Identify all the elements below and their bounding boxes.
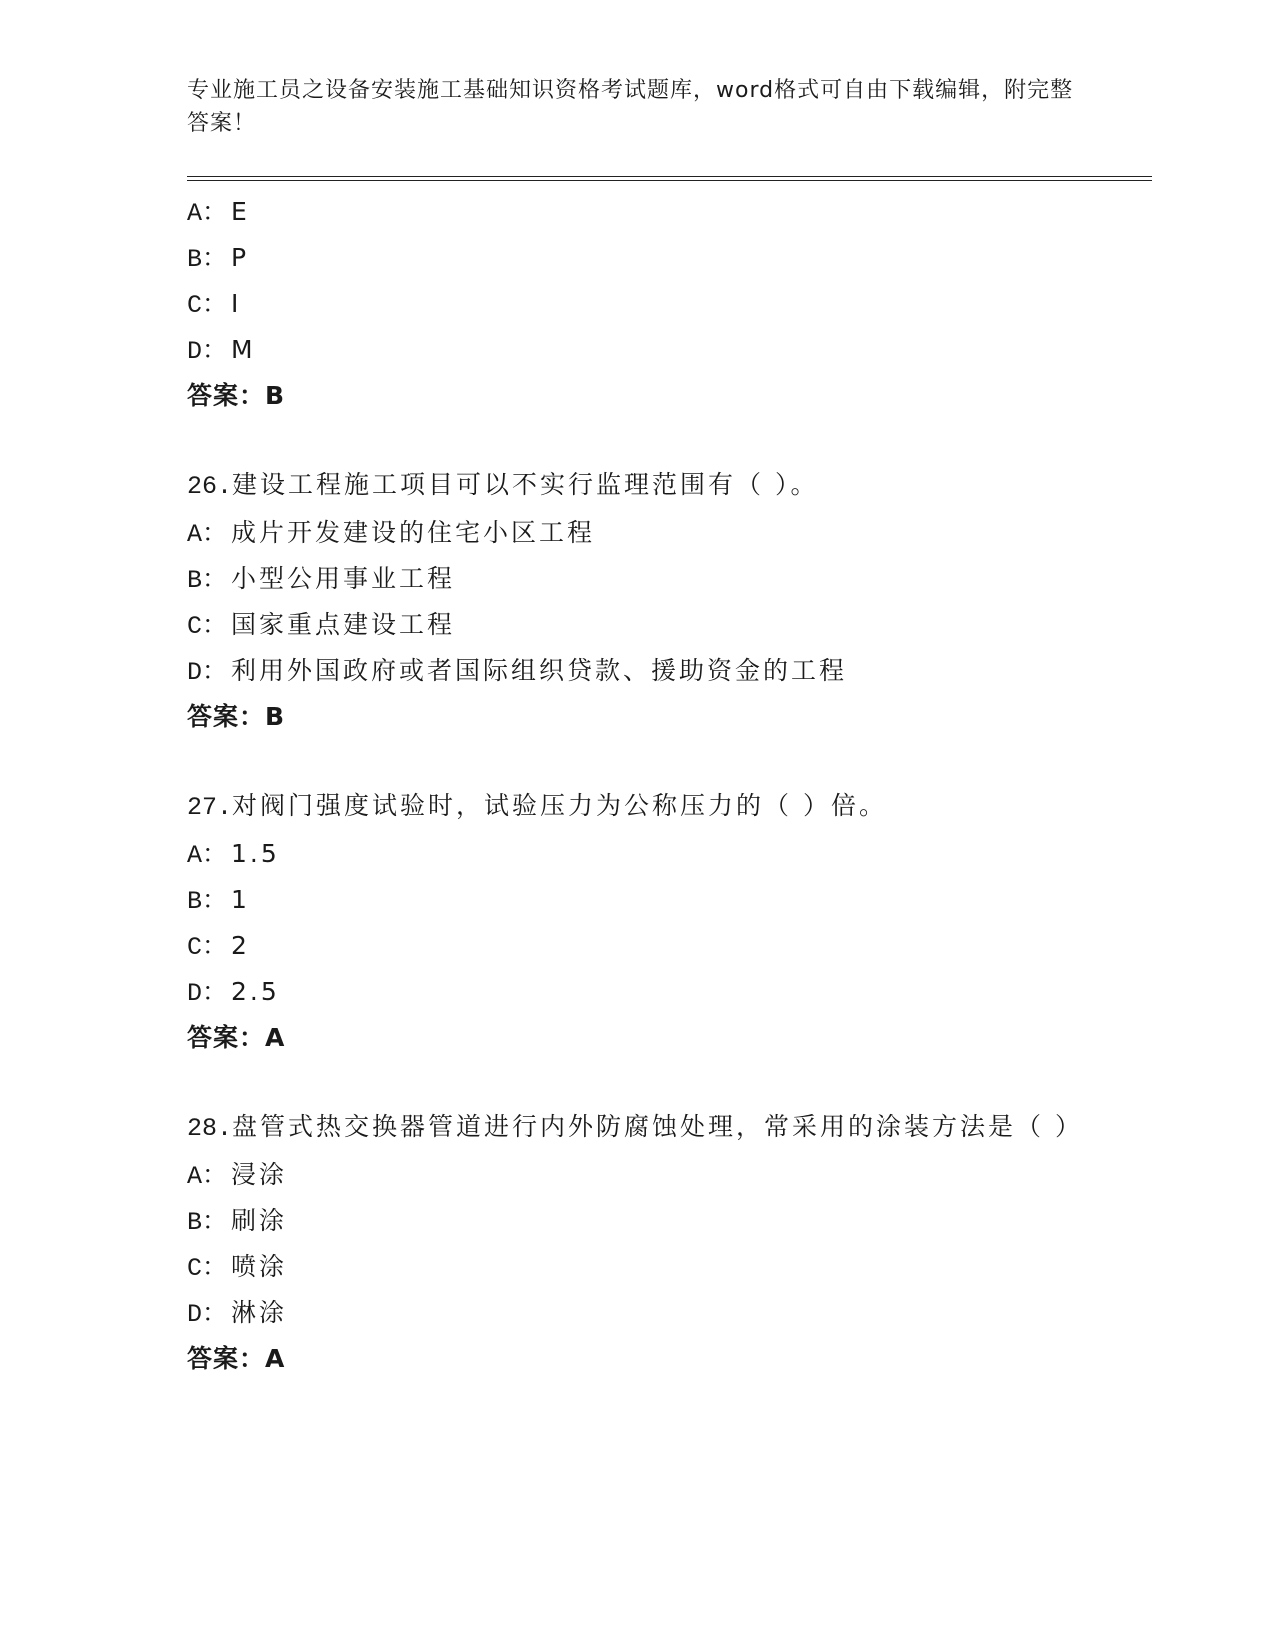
- question-text: 26.建设工程施工项目可以不实行监理范围有（ ）。: [187, 470, 819, 501]
- header-title: 专业施工员之设备安装施工基础知识资格考试题库，word格式可自由下载编辑，附完整答案！: [187, 78, 1074, 136]
- option-d: D： 2.5: [187, 977, 280, 1008]
- answer: 答案：A: [187, 1344, 286, 1373]
- question-text: 27.对阀门强度试验时，试验压力为公称压力的（ ）倍。: [187, 791, 887, 822]
- option-b: B： 1: [187, 885, 250, 916]
- option-d: D： 淋涂: [187, 1298, 288, 1329]
- question-block-28: [187, 1104, 1107, 1382]
- option-c: C： I: [187, 289, 242, 320]
- option-b: B： P: [187, 243, 250, 274]
- option-c: C： 2: [187, 931, 250, 962]
- option-a: A： 成片开发建设的住宅小区工程: [187, 518, 596, 549]
- answer: 答案：B: [187, 702, 286, 731]
- option-b: B： 刷涂: [187, 1206, 288, 1237]
- option-b: B： 小型公用事业工程: [187, 564, 456, 595]
- question-block-27: [187, 783, 1107, 1061]
- header-rule-bottom: [187, 180, 1152, 181]
- question-block-26: [187, 462, 1107, 740]
- option-a: A： 1.5: [187, 839, 280, 870]
- option-c: C： 国家重点建设工程: [187, 610, 456, 641]
- option-c: C： 喷涂: [187, 1252, 288, 1283]
- option-a: A： E: [187, 197, 250, 228]
- option-a: A： 浸涂: [187, 1160, 288, 1191]
- header-rule-top: [187, 176, 1152, 177]
- answer: 答案：B: [187, 381, 286, 410]
- question-list: [187, 189, 1107, 1382]
- page-header: [187, 74, 1087, 140]
- answer: 答案：A: [187, 1023, 286, 1052]
- option-d: D： 利用外国政府或者国际组织贷款、援助资金的工程: [187, 656, 848, 687]
- option-d: D： M: [187, 335, 256, 366]
- question-text: 28.盘管式热交换器管道进行内外防腐蚀处理，常采用的涂装方法是（ ）: [187, 1112, 1083, 1143]
- question-block-25: [187, 189, 1107, 419]
